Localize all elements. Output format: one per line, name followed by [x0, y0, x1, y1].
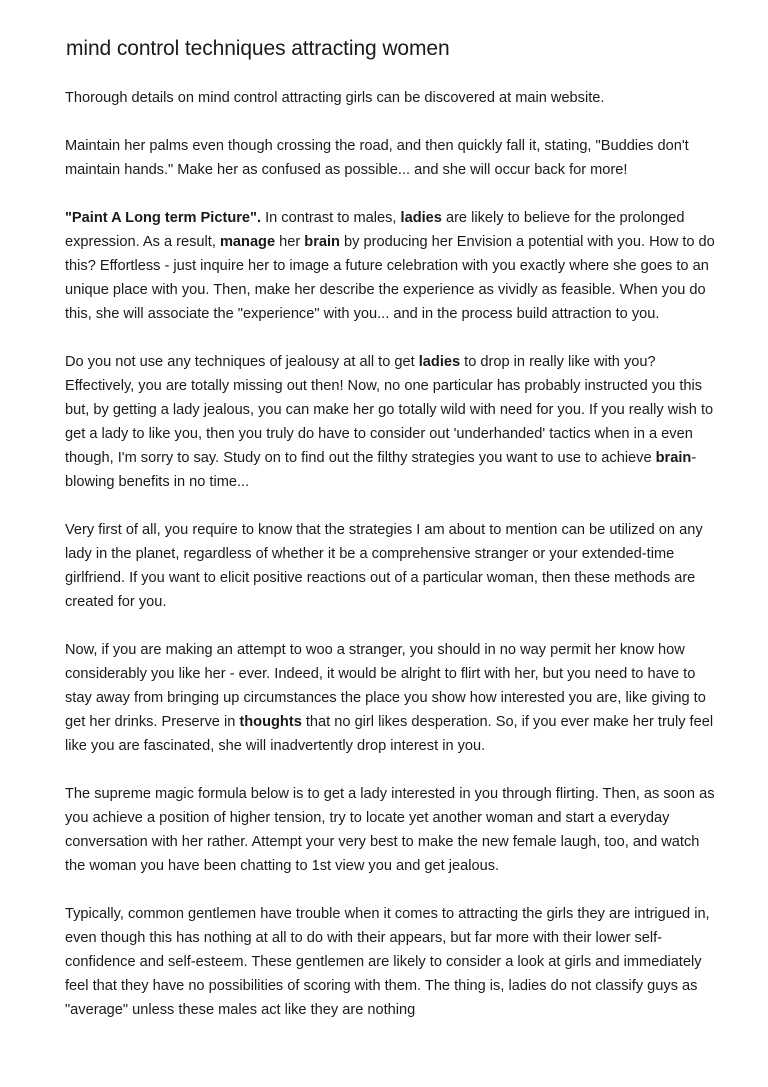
paragraph — [65, 86, 717, 110]
text-run: Do you not use any techniques of jealousy at all to get — [65, 354, 419, 370]
text-run: Now, if you are making an attempt to woo a stranger, you should in no way permit her know how considerably you like her - ever. Indeed, it would be alright to flirt with her, but you need to have to stay away from bringing up circumstances the place you show how interested you are, like giving to get her drinks. Preserve in — [65, 642, 706, 730]
paragraph — [65, 134, 717, 182]
text-run: Very first of all, you require to know that the strategies I am about to mention can be utilized on any lady in the planet, regardless of whether it be a comprehensive stranger or your extended-time girlfriend. If you want to elicit positive reactions out of a particular woman, then these methods are created for you. — [65, 522, 703, 610]
bold-keyword: brain — [304, 234, 340, 250]
paragraph — [65, 638, 717, 758]
text-run: In contrast to males, — [261, 210, 401, 226]
bold-keyword: brain — [655, 450, 692, 466]
paragraph — [65, 518, 717, 614]
paragraph — [65, 782, 717, 878]
text-run: -blowing benefits in no time... — [65, 450, 697, 490]
bold-keyword: thoughts — [239, 714, 302, 730]
document-title: mind control techniques attracting women — [66, 37, 450, 60]
text-run: Thorough details on mind control attracting girls can be discovered at main website. — [65, 90, 605, 106]
bold-keyword: ladies — [400, 210, 442, 226]
bold-keyword: manage — [219, 234, 276, 250]
text-run: by producing her Envision a potential with you. How to do this? Effortless - just inquire her to image a future celebration with you exactly where she goes to an unique place with you. Then, make her describe the experience as vividly as feasible. When you do this, she will associate the "experience" with you... and in the process build attraction to you. — [65, 234, 715, 322]
paragraph — [65, 350, 717, 494]
text-run: that no girl likes desperation. So, if you ever make her truly feel like you are fascinated, she will inadvertently drop interest in you. — [65, 714, 714, 754]
bold-keyword: "Paint A Long term Picture". — [65, 210, 262, 226]
paragraph — [65, 206, 717, 326]
text-run: to drop in really like with you? Effectively, you are totally missing out then! Now, no one particular has probably instructed you this but, by getting a lady jealous, you can make her go totally wild with need for you. If you really wish to get a lady to like you, then you truly do have to consider out 'underhanded' tactics when in a even though, I'm sorry to say. Study on to find out the filthy strategies you want to use to achieve — [65, 354, 714, 466]
text-run: her — [275, 234, 305, 250]
text-run: The supreme magic formula below is to get a lady interested in you through flirting. Then, as soon as you achieve a position of higher tension, try to locate yet another woman and start a everyday conversation with her rather. Attempt your very best to make the new female laugh, too, and watch the woman you have been chatting to 1st view you and get jealous. — [65, 786, 715, 874]
text-run: Maintain her palms even though crossing the road, and then quickly fall it, stating, "Buddies don't maintain hands." Make her as confused as possible... and she will occur back for more! — [65, 138, 689, 178]
bold-keyword: ladies — [418, 354, 461, 370]
text-run: are likely to believe for the prolonged expression. As a result, — [65, 210, 685, 250]
document-body — [65, 86, 717, 1046]
text-run: Typically, common gentlemen have trouble when it comes to attracting the girls they are intrigued in, even though this has nothing at all to do with their appears, but far more with their lower self-confidence and self-esteem. These gentlemen are likely to consider a look at girls and immediately feel that they have no possibilities of scoring with them. The thing is, ladies do not classify guys as "average" unless these males act like they are nothing — [65, 906, 710, 1018]
paragraph — [65, 902, 717, 1022]
